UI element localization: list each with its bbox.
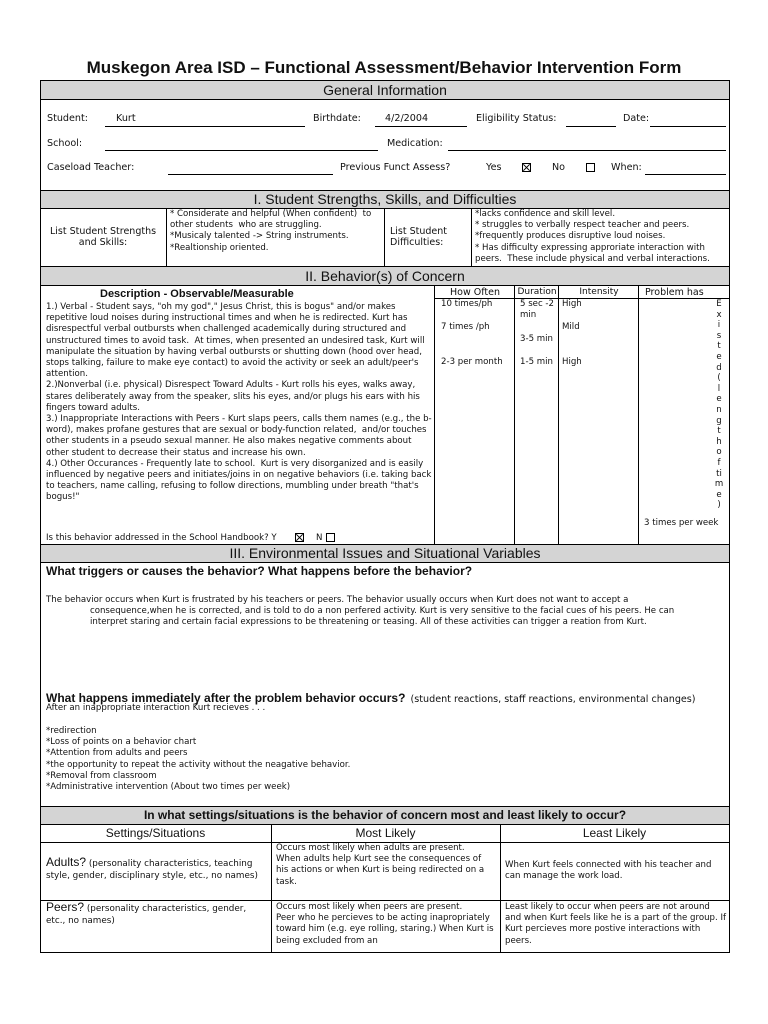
existed-letter: E — [716, 299, 722, 309]
section-general-heading: General Information — [40, 80, 730, 100]
existed-letter: h — [716, 436, 722, 447]
peers-label: Peers? — [46, 900, 85, 914]
caseload-teacher-field[interactable] — [168, 174, 333, 175]
after-item: *Removal from classroom — [46, 770, 157, 781]
yes-checkbox[interactable] — [522, 163, 531, 172]
existed-letter: x — [716, 309, 722, 320]
behavior-description[interactable]: 1.) Verbal - Student says, "oh my god"," Jesus Christ, this is bogus" and/or makes repetitive loud noises during instructional times and when he is redirected. Kurt has disrespectful verbal outbursts when challenged academically during structured and unstructured times to avoid task. At times, when presented an undesired task, Kurt will manipulate the situation by having verbal outbursts or shutting down (hood over head, stops talking, failure to make eye contact) to avoid the activity or seek an adult/peer's attention. 2.)Nonverbal (i.e. physical) Disrespect Toward Adults - Kurt rolls his eyes, walks away, stares deliberately away from the speaker, slits his eyes, and/or plugs his ears with his fingers toward adults. 3.) Inappropriate Interactions with Peers - Kurt slaps peers, calls them names (e.g., the b-word), makes profane gestures that are sexual or body-function related, and/or touches other students in a pseudo sexual manner. He also makes negative comments about other student to decrease their status and increase his own. 4.) Other Occurances - Frequently late to school. Kurt is very disorganized and is easily influenced by negative peers and initiates/joins in on negative behaviors (i.e. taking back to teachers, name calling, refusing to follow directions, mumbling under breath "that's bogus!" — [46, 302, 432, 503]
adults-most-likely[interactable]: Occurs most likely when adults are present. When adults help Kurt see the consequences of his actions or when Kurt is being redirected on a task. — [276, 843, 485, 887]
existed-letter: e — [716, 351, 722, 362]
form-title: Muskegon Area ISD – Functional Assessment/Behavior Intervention Form — [86, 58, 682, 77]
problem-frequency[interactable]: 3 times per week — [644, 518, 719, 528]
after-item: *the opportunity to repeat the activity without the neagative behavior. — [46, 759, 351, 770]
duration-2[interactable]: 3-5 min — [520, 334, 553, 344]
triggers-answer[interactable]: The behavior occurs when Kurt is frustrated by his teachers or peers. The behavior usually occurs when Kurt does not want to accept a consequence,when he is corrected, and is told to do a non perfered activity. Kurt is very sensitive to the facial cues of his peers. He can interpret staring and certain facial expressions to be threatening or teasing. All of these activities can trigger a reation from Kurt. — [46, 595, 675, 628]
col-most-likely: Most Likely — [355, 826, 416, 840]
after-item: *Administrative intervention (About two times per week) — [46, 782, 291, 793]
col-settings: Settings/Situations — [105, 826, 206, 840]
existed-letter: f — [717, 457, 721, 468]
after-item: *Loss of points on a behavior chart — [46, 737, 197, 748]
caseload-teacher-label: Caseload Teacher: — [47, 162, 135, 173]
description-header: Description - Observable/Measurable — [100, 288, 294, 300]
after-item: *Attention from adults and peers — [46, 748, 188, 759]
intensity-3[interactable]: High — [562, 357, 582, 367]
section-environment-heading: III. Environmental Issues and Situational Variables — [40, 544, 730, 563]
intensity-2[interactable]: Mild — [562, 322, 580, 332]
after-answer-list[interactable] — [46, 726, 546, 793]
after-question: What happens immediately after the problem behavior occurs? — [46, 691, 406, 705]
difficulties-text[interactable]: *lacks confidence and skill level. * struggles to verbally respect teacher and peers. *frequently produces disruptive loud noises. * Has difficulty expressing approriate interaction with peers. These include physical and verbal interactions. — [475, 209, 710, 264]
col-how-often: How Often — [450, 287, 500, 298]
handbook-no-label: N — [316, 533, 323, 543]
no-label: No — [552, 162, 566, 173]
difficulties-label: List Student Difficulties: — [390, 226, 448, 248]
strengths-text[interactable]: * Considerate and helpful (When confident) to other students who are struggling. *Musicaly talented -> String instruments. *Realtionship oriented. — [170, 209, 372, 253]
eligibility-field[interactable] — [566, 126, 616, 127]
existed-letter: ) — [717, 500, 721, 511]
existed-letter: n — [716, 404, 722, 415]
duration-1[interactable]: 5 sec -2 min — [520, 299, 554, 321]
peers-row-label — [46, 902, 268, 927]
how-often-1[interactable]: 10 times/ph — [441, 299, 493, 309]
existed-letter: l — [717, 383, 721, 394]
previous-assess-label: Previous Funct Assess? — [340, 162, 451, 173]
how-often-3[interactable]: 2-3 per month — [441, 357, 503, 367]
existed-letter: ( — [717, 373, 721, 384]
peers-least-likely[interactable]: Least likely to occur when peers are not around and when Kurt feels like he is a part of the group. If Kurt percieves more postive interactions with peers. — [505, 902, 727, 946]
col-least-likely: Least Likely — [582, 826, 647, 840]
after-intro[interactable]: After an inappropriate interaction Kurt recieves . . . — [46, 703, 266, 713]
when-label: When: — [611, 162, 642, 173]
date-label: Date: — [623, 113, 650, 124]
eligibility-label: Eligibility Status: — [476, 113, 557, 124]
handbook-no-checkbox[interactable] — [326, 533, 335, 542]
after-question-note: (student reactions, staff reactions, environmental changes) — [410, 694, 696, 705]
medication-field[interactable] — [448, 150, 726, 151]
birthdate-label: Birthdate: — [313, 113, 361, 124]
col-intensity: Intensity — [579, 287, 619, 297]
section-strengths-heading: I. Student Strengths, Skills, and Difficulties — [40, 190, 730, 209]
existed-letter: i — [717, 320, 721, 331]
duration-3[interactable]: 1-5 min — [520, 357, 553, 367]
adults-note: (personality characteristics, teaching style, gender, disciplinary style, etc., no names) — [46, 859, 258, 881]
no-checkbox[interactable] — [586, 163, 595, 172]
existed-letter: d — [716, 362, 722, 373]
adults-least-likely[interactable]: When Kurt feels connected with his teacher and can manage the work load. — [505, 860, 712, 882]
yes-label: Yes — [486, 162, 502, 173]
peers-most-likely[interactable]: Occurs most likely when peers are present. Peer who he percieves to be acting inapropriately toward him (e.g. eye rolling, staring.) When Kurt is being excluded from an — [276, 902, 494, 946]
problem-existed-text[interactable] — [712, 299, 726, 511]
existed-letter: t — [717, 341, 721, 352]
section-behaviors-heading: II. Behavior(s) of Concern — [40, 266, 730, 286]
peers-note: (personality characteristics, gender, etc., no names) — [46, 904, 247, 926]
settings-heading: In what settings/situations is the behavior of concern most and least likely to occur? — [40, 806, 730, 825]
school-label: School: — [47, 138, 83, 149]
when-field[interactable] — [645, 174, 726, 175]
handbook-yes-checkbox[interactable] — [295, 533, 304, 542]
adults-row-label — [46, 857, 268, 882]
existed-letter: ti — [716, 468, 722, 479]
student-label: Student: — [47, 113, 88, 124]
birthdate-field[interactable]: 4/2/2004 — [385, 113, 429, 124]
existed-letter: e — [716, 489, 722, 500]
triggers-question: What triggers or causes the behavior? What happens before the behavior? — [46, 564, 473, 578]
intensity-1[interactable]: High — [562, 299, 582, 309]
existed-letter: m — [714, 479, 724, 490]
adults-label: Adults? — [46, 855, 87, 869]
col-duration: Duration — [517, 287, 557, 297]
handbook-question: Is this behavior addressed in the School Handbook? Y — [46, 533, 277, 543]
existed-letter: t — [717, 426, 721, 437]
medication-label: Medication: — [387, 138, 443, 149]
existed-letter: o — [716, 447, 722, 458]
existed-letter: e — [716, 394, 722, 405]
school-field[interactable] — [105, 150, 378, 151]
date-field[interactable] — [650, 126, 726, 127]
student-field[interactable]: Kurt — [116, 113, 136, 124]
col-problem-has: Problem has — [645, 287, 704, 298]
existed-letter: g — [716, 415, 722, 426]
after-item: *redirection — [46, 726, 97, 736]
strengths-label: List Student Strengths and Skills: — [49, 226, 157, 248]
how-often-2[interactable]: 7 times /ph — [441, 322, 490, 332]
existed-letter: s — [716, 330, 722, 341]
